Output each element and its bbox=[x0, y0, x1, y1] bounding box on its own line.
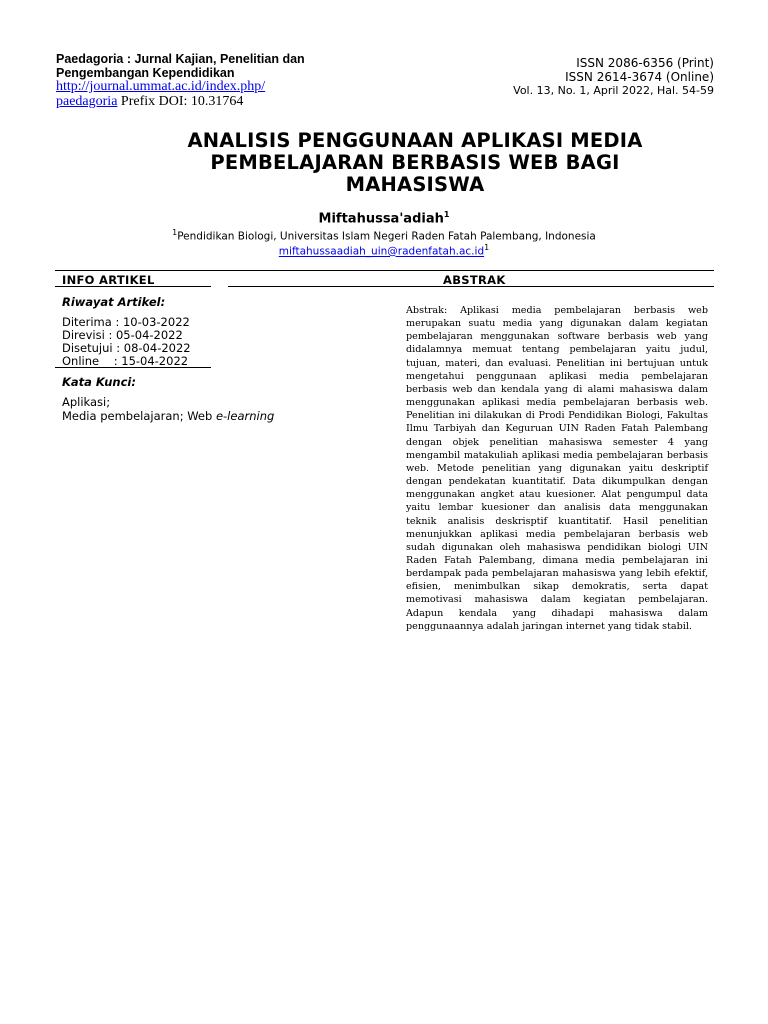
keyword-2-italic: e-learning bbox=[215, 409, 275, 423]
email-superscript: 1 bbox=[484, 243, 490, 252]
journal-link-line1[interactable]: http://journal.ummat.ac.id/index.php/ bbox=[56, 79, 266, 94]
date-accepted: Disetujui : 08-04-2022 bbox=[62, 341, 191, 355]
abstrak-heading-underline bbox=[228, 286, 714, 287]
article-history bbox=[62, 316, 212, 368]
volume-info: Vol. 13, No. 1, April 2022, Hal. 54-59 bbox=[513, 84, 714, 97]
author-superscript: 1 bbox=[443, 210, 450, 219]
history-divider bbox=[55, 367, 211, 368]
keyword-2 bbox=[62, 409, 302, 423]
date-online: Online : 15-04-2022 bbox=[62, 354, 189, 368]
keyword-1: Aplikasi; bbox=[62, 395, 111, 409]
title-line1: ANALISIS PENGGUNAAN APLIKASI MEDIA bbox=[187, 129, 643, 152]
author-name bbox=[0, 210, 768, 226]
author-email bbox=[0, 243, 768, 258]
top-divider bbox=[55, 270, 714, 271]
journal-url-block bbox=[56, 79, 296, 109]
affiliation bbox=[0, 228, 768, 243]
issn-print: ISSN 2086-6356 (Print) bbox=[576, 56, 714, 70]
issn-block bbox=[513, 56, 714, 98]
journal-name-line2: Pengembangan Kependidikan bbox=[56, 66, 235, 80]
issn-online: ISSN 2614-3674 (Online) bbox=[565, 70, 714, 84]
article-title bbox=[165, 130, 665, 196]
kata-kunci-heading: Kata Kunci: bbox=[62, 375, 136, 389]
author-text: Miftahussa'adiah bbox=[318, 211, 444, 227]
date-received: Diterima : 10-03-2022 bbox=[62, 315, 190, 329]
keyword-2-prefix: Media pembelajaran; Web bbox=[62, 409, 216, 423]
keywords bbox=[62, 395, 302, 423]
abstrak-heading: ABSTRAK bbox=[443, 273, 506, 287]
title-line3: MAHASISWA bbox=[345, 173, 485, 196]
affiliation-text: Pendidikan Biologi, Universitas Islam Negeri Raden Fatah Palembang, Indonesia bbox=[177, 230, 596, 243]
journal-name bbox=[56, 52, 326, 80]
date-revised: Direvisi : 05-04-2022 bbox=[62, 328, 183, 342]
title-line2: PEMBELAJARAN BERBASIS WEB BAGI bbox=[210, 151, 620, 174]
journal-link-line2[interactable]: paedagoria bbox=[56, 94, 118, 109]
info-artikel-heading: INFO ARTIKEL bbox=[62, 273, 155, 287]
info-heading-underline bbox=[55, 286, 211, 287]
abstract-text: Abstrak: Aplikasi media pembelajaran berbasis web merupakan suatu media yang digunakan dalam kegiatan pembelajaran menggunakan software berbasis web yang didalamnya memuat tentang pembelajaran yaitu judul, tujuan, materi, dan evaluasi. Penelitian ini bertujuan untuk mengetahui penggunaan aplikasi media pembelajaran berbasis web dan kendala yang di alami mahasiswa dalam menggunakan aplikasi media pembelajaran berbasis web. Penelitian ini dilakukan di Prodi Pendidikan Biologi, Fakultas Ilmu Tarbiyah dan Keguruan UIN Raden Fatah Palembang dengan objek penelitian mahasiswa semester 4 yang mengambil matakuliah aplikasi media pembelajaran berbasis web. Metode penelitian yang digunakan yaitu deskriptif dengan pendekatan kuantitatif. Data dikumpulkan dengan menggunakan angket atau kuesioner. Alat pengumpul data yaitu lembar kuesioner dan analisis data menggunakan teknik analisis deskrisptif kuantitatif. Hasil penelitian menunjukkan aplikasi media pembelajaran berbasis web sudah digunakan oleh mahasiswa pendidikan biologi UIN Raden Fatah Palembang, dimana media pembelajaran ini berdampak pada pembelajaran mahasiswa yang lebih efektif, efisien, menimbulkan sikap demokratis, serta dapat memotivasi mahasiswa dalam kegiatan pembelajaran. Adapun kendala yang dihadapi mahasiswa dalam penggunaannya adalah jaringan internet yang tidak stabil. bbox=[406, 305, 708, 632]
prefix-doi: Prefix DOI: 10.31764 bbox=[117, 94, 244, 109]
journal-name-line1: Paedagoria : Jurnal Kajian, Penelitian dan bbox=[56, 52, 305, 66]
email-link[interactable]: miftahussaadiah_uin@radenfatah.ac.id bbox=[278, 245, 485, 258]
affiliation-superscript: 1 bbox=[172, 228, 178, 237]
riwayat-artikel-heading: Riwayat Artikel: bbox=[62, 295, 166, 309]
